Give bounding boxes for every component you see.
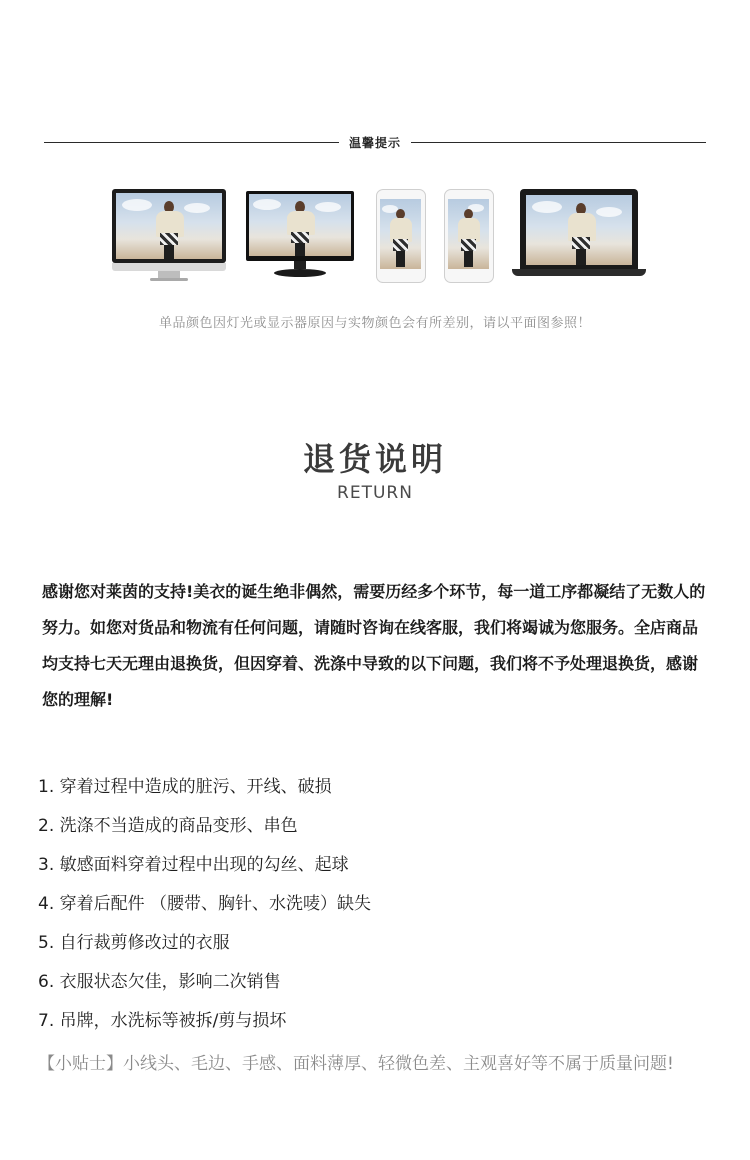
screen-photo	[526, 195, 632, 265]
divider-line-left	[44, 142, 339, 143]
warm-tip-divider	[44, 132, 706, 152]
screen-photo	[448, 199, 489, 269]
list-item: 2. 洗涤不当造成的商品变形、串色	[38, 816, 298, 836]
device-phone	[376, 185, 426, 285]
color-difference-note: 单品颜色因灯光或显示器原因与实物颜色会有所差别，请以平面图参照！	[158, 316, 591, 331]
screen-photo	[116, 193, 222, 259]
return-intro-paragraph: 感谢您对莱茵的支持!美衣的诞生绝非偶然，需要历经多个环节，每一道工序都凝结了无数人的努力。如您对货品和物流有任何问题，请随时咨询在线客服，我们将竭诚为您服务。全店商品均支持七天无理由退换货，但因穿着、洗涤中导致的以下问题，我们将不予处理退换货，感谢您的理解!	[42, 582, 706, 709]
device-imac	[112, 185, 226, 285]
list-item: 3. 敏感面料穿着过程中出现的勾丝、起球	[38, 855, 349, 875]
list-item: 4. 穿着后配件 （腰带、胸针、水洗唛）缺失	[38, 894, 372, 914]
return-subtitle: RETURN	[337, 483, 413, 503]
return-title: 退货说明	[302, 440, 447, 478]
list-item: 1. 穿着过程中造成的脏污、开线、破损	[38, 777, 332, 797]
device-comparison-image	[112, 185, 652, 285]
non-returnable-list	[38, 768, 718, 1041]
device-phone	[444, 185, 494, 285]
device-monitor	[246, 185, 354, 285]
screen-photo	[249, 194, 351, 256]
device-laptop	[512, 185, 646, 285]
list-item: 5. 自行裁剪修改过的衣服	[38, 933, 230, 953]
warm-tip-label: 温馨提示	[349, 135, 402, 150]
list-item: 6. 衣服状态欠佳，影响二次销售	[38, 972, 281, 992]
divider-line-right	[411, 142, 706, 143]
list-item: 7. 吊牌，水洗标等被拆/剪与损坏	[38, 1011, 287, 1031]
tip-note: 【小贴士】小线头、毛边、手感、面料薄厚、轻微色差、主观喜好等不属于质量问题!	[38, 1054, 674, 1074]
screen-photo	[380, 199, 421, 269]
